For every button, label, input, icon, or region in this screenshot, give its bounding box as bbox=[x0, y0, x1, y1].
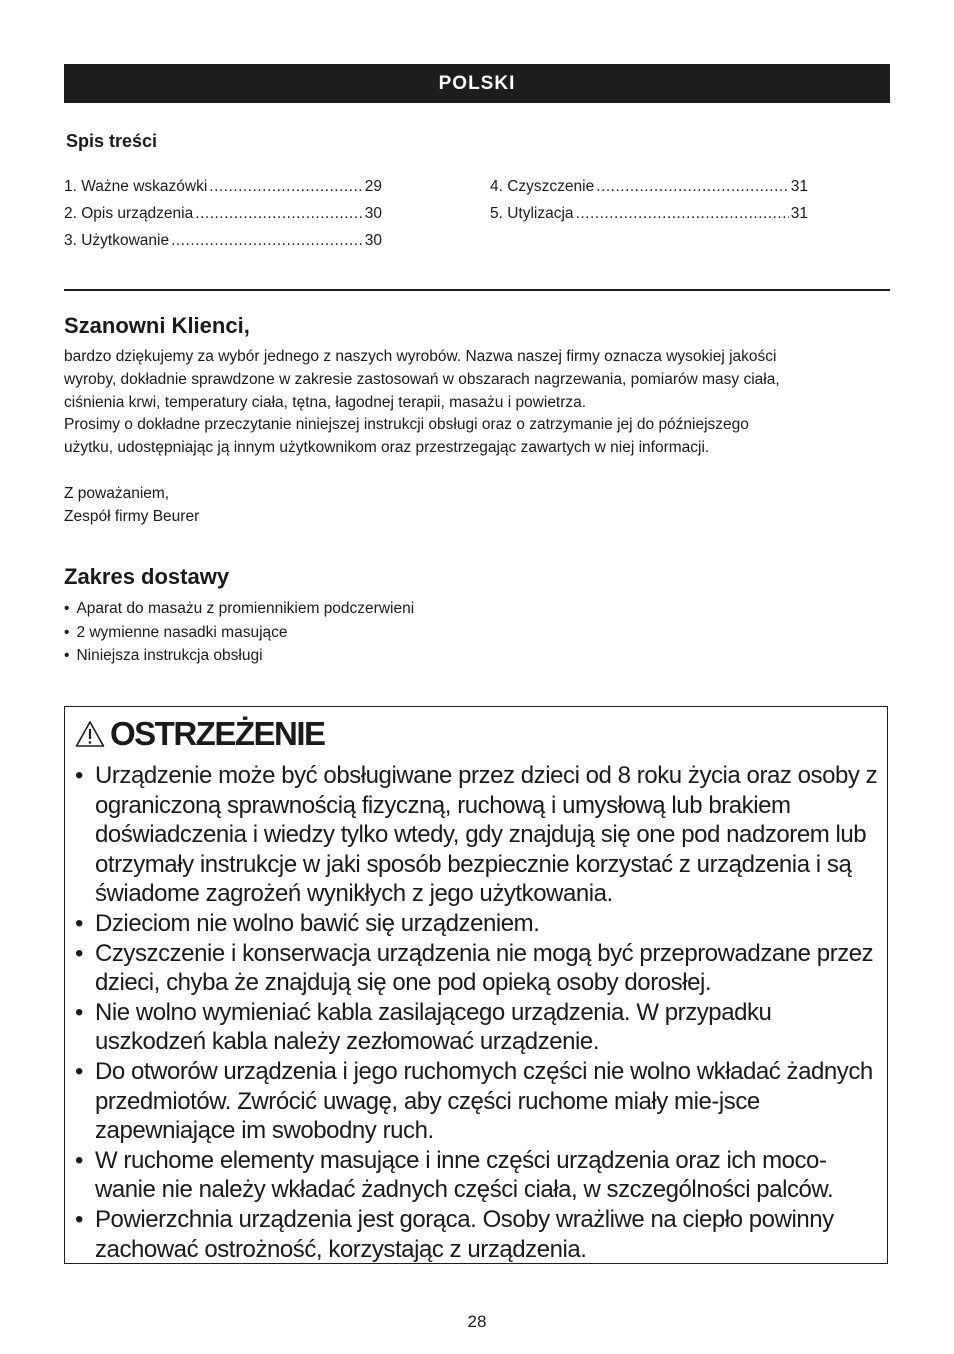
toc-leader-dots bbox=[195, 205, 363, 223]
toc-leader-dots bbox=[596, 178, 789, 196]
warning-triangle-icon bbox=[75, 720, 105, 748]
toc-entry-page: 29 bbox=[364, 178, 382, 195]
warning-item: • Nie wolno wymieniać kabla zasilającego urządzenia. W przypadku uszkodzeń kabla należy zezłomować urządzenie. bbox=[75, 998, 881, 1057]
warning-box bbox=[64, 706, 888, 1264]
warning-item: • Do otworów urządzenia i jego ruchomych części nie wolno wkładać żadnych przedmiotów. Zwrócić uwagę, aby części ruchome miały mie-jsce zapewniające im swobodny ruch. bbox=[75, 1057, 881, 1146]
warning-item: • W ruchome elementy masujące i inne części urządzenia oraz ich moco-wanie nie należy wkładać żadnych części ciała, w szczególności palców. bbox=[75, 1146, 881, 1205]
toc-heading: Spis treści bbox=[66, 131, 158, 151]
greeting-heading: Szanowni Klienci, bbox=[64, 313, 250, 338]
toc-entry-title: 5. Utylizacja bbox=[490, 205, 574, 222]
toc-entry bbox=[64, 205, 382, 232]
warning-item: • Urządzenie może być obsługiwane przez dzieci od 8 roku życia oraz osoby z ograniczoną sprawnością fizyczną, ruchową i umysłową lub brakiem doświadczenia i wiedzy tylko wtedy, gdy znajdują się one pod nadzorem lub otrzymały instrukcje w jaki sposób bezpiecznie korzystać z urządzenia i są świadome zagrożeń wynikłych z jego użytkowania. bbox=[75, 761, 881, 909]
language-header: POLSKI bbox=[64, 64, 890, 103]
toc-entry bbox=[64, 232, 382, 259]
warning-item: • Czyszczenie i konserwacja urządzenia nie mogą być przeprowadzane przez dzieci, chyba że znajdują się one pod opieką osoby dorosłej. bbox=[75, 939, 881, 998]
toc-entry bbox=[64, 178, 382, 205]
greeting-paragraph bbox=[64, 346, 890, 460]
greeting-line: ciśnienia krwi, temperatury ciała, tętna, łagodnej terapii, masażu i powietrza. bbox=[64, 393, 587, 411]
greeting-line: wyroby, dokładnie sprawdzone w zakresie zastosowań w obszarach nagrzewania, pomiarów masy ciała, bbox=[64, 370, 780, 388]
warning-item: • Powierzchnia urządzenia jest gorąca. Osoby wrażliwe na ciepło powinny zachować ostrożność, korzystając z urządzenia. bbox=[75, 1205, 881, 1264]
section-divider bbox=[64, 289, 890, 291]
toc-entry bbox=[490, 205, 808, 232]
warning-title-text: OSTRZEŻENIE bbox=[110, 715, 325, 752]
toc-entry-page: 31 bbox=[790, 178, 808, 195]
toc-entry-title: 1. Ważne wskazówki bbox=[64, 178, 208, 195]
greeting-line: użytku, udostępniając ją innym użytkownikom oraz przestrzegając zawartych w niej informacji. bbox=[64, 439, 710, 457]
warning-title bbox=[75, 715, 325, 753]
toc-entry-page: 30 bbox=[364, 232, 382, 249]
greeting-line: Prosimy o dokładne przeczytanie niniejszej instrukcji obsługi oraz o zatrzymanie jej do późniejszego bbox=[64, 416, 749, 434]
scope-list bbox=[64, 597, 414, 668]
toc-leader-dots bbox=[209, 178, 362, 196]
closing-text: Z poważaniem, bbox=[64, 485, 170, 502]
toc-entry-page: 30 bbox=[364, 205, 382, 222]
page-number: 28 bbox=[467, 1312, 487, 1331]
list-item: • 2 wymienne nasadki masujące bbox=[64, 621, 414, 645]
toc-entry-page: 31 bbox=[790, 205, 808, 222]
closing-block bbox=[64, 483, 890, 529]
toc-column-right bbox=[490, 178, 808, 232]
list-item: • Aparat do masażu z promiennikiem podczerwieni bbox=[64, 597, 414, 621]
signature-text: Zespół firmy Beurer bbox=[64, 507, 200, 525]
greeting-line: bardzo dziękujemy za wybór jednego z naszych wyrobów. Nazwa naszej firmy oznacza wysokiej jakości bbox=[64, 348, 777, 365]
toc-leader-dots bbox=[576, 205, 789, 223]
warning-list bbox=[75, 761, 881, 1264]
toc-column-left bbox=[64, 178, 382, 259]
toc-leader-dots bbox=[171, 232, 363, 250]
toc-entry bbox=[490, 178, 808, 205]
toc-entry-title: 3. Użytkowanie bbox=[64, 232, 170, 249]
scope-heading: Zakres dostawy bbox=[64, 564, 230, 589]
toc-entry-title: 4. Czyszczenie bbox=[490, 178, 595, 195]
warning-item: • Dzieciom nie wolno bawić się urządzeniem. bbox=[75, 909, 881, 939]
toc-entry-title: 2. Opis urządzenia bbox=[64, 205, 194, 222]
list-item: • Niniejsza instrukcja obsługi bbox=[64, 644, 414, 668]
